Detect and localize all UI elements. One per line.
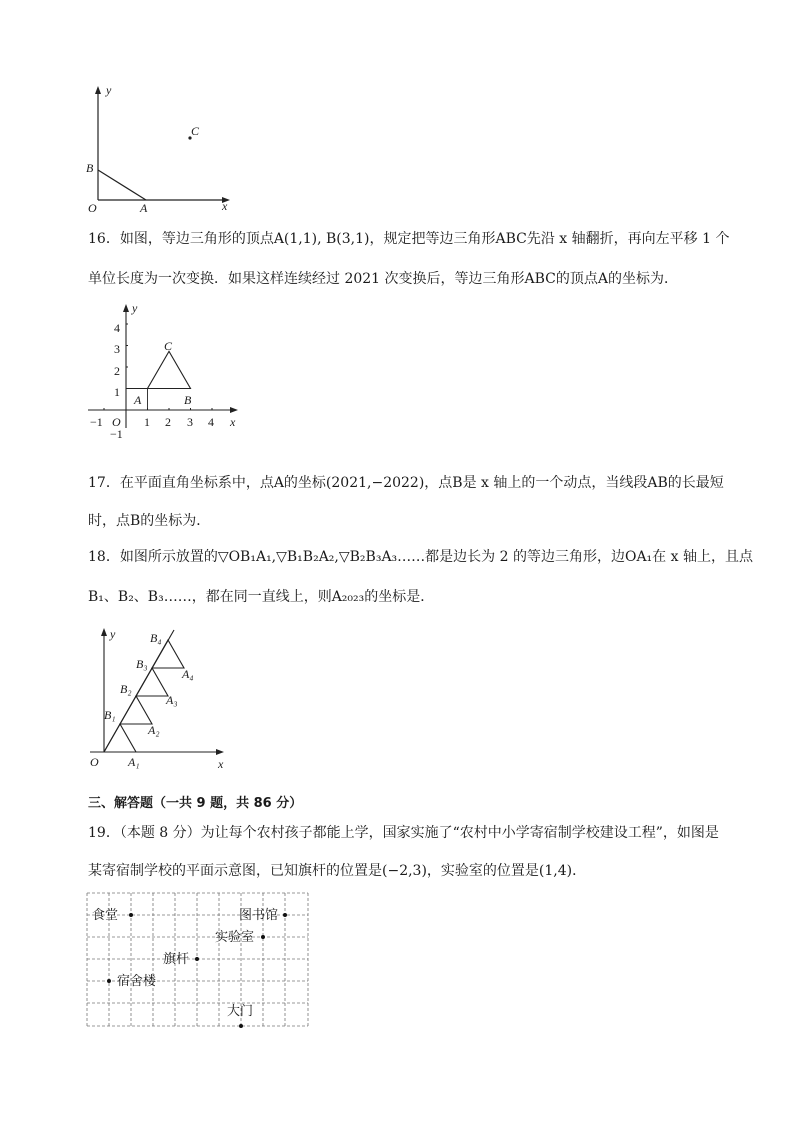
question-16-line-2: 单位长度为一次变换．如果这样连续经过 2021 次变换后，等边三角形ABC的顶点A的坐标为． — [88, 271, 679, 287]
label-b2: B₂ — [120, 682, 132, 696]
label-b1: B₁ — [104, 708, 116, 722]
x-tick-neg1: −1 — [90, 415, 103, 429]
figure-q15 — [80, 82, 240, 214]
x-axis-label: x — [222, 199, 228, 213]
label-a1: A₁ — [128, 755, 140, 769]
origin-label: O — [88, 201, 97, 215]
origin-label: O — [112, 415, 121, 429]
library-label: 图书馆 — [239, 908, 279, 923]
question-16-line-1: 16．如图，等边三角形的顶点A(1,1), B(3,1)，规定把等边三角形ABC先沿 x 轴翻折，再向左平移 1 个 — [88, 231, 730, 247]
label-a2: A₂ — [148, 723, 160, 737]
dorm-label: 宿舍楼 — [117, 974, 157, 989]
y-axis-arrow — [123, 304, 129, 312]
question-17-line-1: 17．在平面直角坐标系中，点A的坐标(2021,−2022)，点B是 x 轴上的一个动点，当线段AB的长最短 — [88, 475, 724, 491]
point-a-label: A — [140, 201, 148, 215]
y-axis-arrow — [101, 628, 107, 636]
lab-dot — [261, 935, 265, 939]
y-axis-label: y — [110, 627, 116, 641]
point-b-label: B — [86, 161, 94, 175]
canteen-dot — [129, 913, 133, 917]
triangle-1 — [104, 724, 136, 752]
y-tick-4: 4 — [114, 321, 120, 335]
flagpole-dot — [195, 957, 199, 961]
point-c-label: C — [164, 339, 173, 353]
x-axis-arrow — [216, 749, 224, 755]
x-axis-label: x — [230, 415, 236, 429]
point-c-label: C — [191, 124, 200, 138]
y-axis-arrow — [95, 86, 101, 94]
question-18-line-1: 18．如图所示放置的▽OB₁A₁,▽B₁B₂A₂,▽B₂B₃A₃……都是边长为 2 的等边三角形，边OA₁在 x 轴上，且点 — [88, 549, 753, 565]
label-a3: A₃ — [166, 693, 178, 707]
flagpole-label: 旗杆 — [163, 952, 190, 967]
origin-label: O — [90, 755, 99, 769]
lab-label: 实验室 — [215, 930, 255, 945]
library-dot — [283, 913, 287, 917]
x-tick-2: 2 — [165, 415, 171, 429]
y-axis-label: y — [106, 83, 112, 97]
figure-q16 — [84, 300, 244, 441]
question-19-line-1: 19．（本题 8 分）为让每个农村孩子都能上学，国家实施了“农村中小学寄宿制学校建设工程”，如图是 — [88, 825, 719, 841]
x-axis-arrow — [230, 407, 238, 413]
question-17-line-2: 时，点B的坐标为． — [88, 513, 211, 529]
triangle-2 — [120, 696, 152, 724]
school-map-grid — [86, 892, 312, 1028]
question-18-line-2: B₁、B₂、B₃……，都在同一直线上，则A₂₀₂₃的坐标是． — [88, 589, 435, 605]
question-19-line-2: 某寄宿制学校的平面示意图，已知旗杆的位置是(−2,3)，实验室的位置是(1,4)． — [88, 863, 587, 879]
x-tick-4: 4 — [208, 415, 214, 429]
point-b-label: B — [184, 393, 192, 407]
y-tick-neg1: −1 — [110, 427, 123, 441]
x-axis-label: x — [218, 757, 224, 771]
segment-ab — [98, 170, 146, 200]
label-b4: B₄ — [150, 631, 162, 645]
figure-q18 — [86, 622, 236, 772]
x-tick-3: 3 — [187, 415, 193, 429]
point-a-label: A — [134, 393, 142, 407]
gate-dot — [239, 1024, 243, 1028]
y-tick-1: 1 — [114, 385, 120, 399]
gate-label: 大门 — [227, 1004, 254, 1019]
canteen-label: 食堂 — [92, 908, 119, 923]
y-axis-label: y — [132, 301, 138, 315]
dorm-dot — [107, 979, 111, 983]
x-tick-1: 1 — [144, 415, 150, 429]
triangle-abc — [148, 351, 191, 388]
y-tick-3: 3 — [114, 342, 120, 356]
section-3-title: 三、解答题（一共 9 题，共 86 分） — [88, 796, 303, 811]
label-a4: A₄ — [182, 667, 194, 681]
triangle-3 — [136, 668, 168, 696]
y-tick-2: 2 — [114, 364, 120, 378]
label-b3: B₃ — [136, 657, 148, 671]
